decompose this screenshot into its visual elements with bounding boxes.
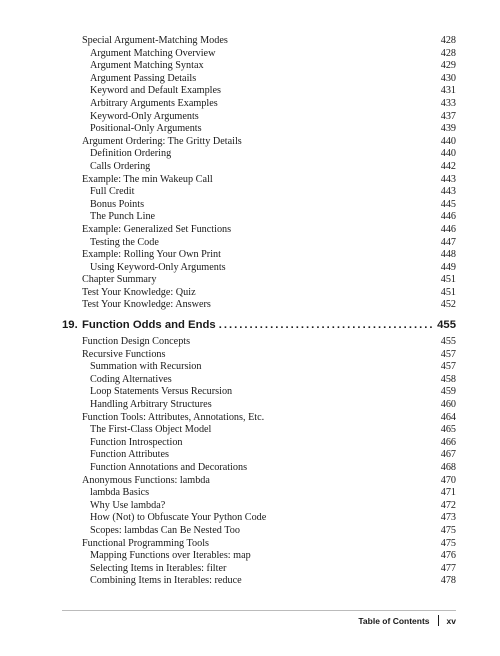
toc-entry-page: 457 — [440, 361, 456, 373]
toc-entry-label: Functional Programming Tools — [82, 537, 210, 549]
toc-entry-label: Definition Ordering — [90, 148, 172, 160]
toc-entry-page: 458 — [440, 373, 456, 385]
toc-entry[interactable] — [82, 374, 456, 387]
toc-entry-label: Argument Ordering: The Gritty Details — [82, 135, 242, 147]
toc-entry-label: Bonus Points — [90, 198, 145, 210]
toc-entry-label: Testing the Code — [90, 236, 159, 248]
chapter-number: 19. — [62, 319, 78, 331]
toc-entry[interactable] — [82, 336, 456, 349]
toc-entry-label: Keyword-Only Arguments — [90, 110, 199, 122]
toc-entry[interactable] — [82, 249, 456, 262]
toc-entry[interactable] — [82, 538, 456, 551]
toc-entry[interactable] — [82, 399, 456, 412]
toc-entry-label: Coding Alternatives — [90, 373, 172, 385]
toc-entry-label: Using Keyword-Only Arguments — [90, 261, 226, 273]
footer-separator — [438, 615, 439, 626]
toc-entry-page: 473 — [440, 512, 456, 524]
toc-entry[interactable] — [82, 349, 456, 362]
toc-entry-page: 464 — [440, 411, 456, 423]
toc-entry-label: Function Introspection — [90, 436, 183, 448]
toc-entry-page: 468 — [440, 461, 456, 473]
toc-entry-label: Why Use lambda? — [90, 499, 166, 511]
toc-entry-label: Full Credit — [90, 186, 135, 198]
toc-entry[interactable] — [82, 386, 456, 399]
toc-entry[interactable] — [82, 487, 456, 500]
toc-entry[interactable] — [82, 525, 456, 538]
chapter-heading[interactable] — [62, 319, 456, 331]
toc-list-top — [82, 35, 456, 312]
toc-entry-label: Example: Rolling Your Own Print — [82, 249, 221, 261]
toc-entry-label: lambda Basics — [90, 487, 150, 499]
toc-entry-label: The Punch Line — [90, 211, 156, 223]
toc-entry[interactable] — [82, 98, 456, 111]
toc-entry-page: 428 — [440, 35, 456, 46]
toc-entry-label: Function Tools: Attributes, Annotations, Etc. — [82, 411, 265, 423]
toc-entry[interactable] — [82, 136, 456, 149]
toc-entry-page: 429 — [440, 60, 456, 72]
toc-entry-label: Argument Passing Details — [90, 72, 197, 84]
toc-entry[interactable] — [82, 412, 456, 425]
toc-entry-label: Combining Items in Iterables: reduce — [90, 575, 242, 587]
toc-entry-page: 466 — [440, 436, 456, 448]
toc-entry-label: Keyword and Default Examples — [90, 85, 221, 97]
toc-entry[interactable] — [82, 575, 456, 588]
toc-entry-page: 433 — [440, 97, 456, 109]
toc-entry-label: Recursive Functions — [82, 348, 166, 360]
toc-entry-page: 467 — [440, 449, 456, 461]
toc-entry-page: 457 — [440, 348, 456, 360]
toc-entry-page: 459 — [440, 386, 456, 398]
toc-entry-label: Selecting Items in Iterables: filter — [90, 562, 227, 574]
toc-entry-page: 447 — [440, 236, 456, 248]
toc-entry-page: 451 — [440, 274, 456, 286]
toc-entry-page: 443 — [440, 186, 456, 198]
toc-entry-page: 449 — [440, 261, 456, 273]
toc-entry-label: Mapping Functions over Iterables: map — [90, 550, 251, 562]
toc-entry-page: 470 — [440, 474, 456, 486]
toc-entry[interactable] — [82, 60, 456, 73]
footer-section-label: Table of Contents — [358, 615, 430, 626]
toc-entry-page: 478 — [440, 575, 456, 587]
toc-entry-page: 430 — [440, 72, 456, 84]
toc-entry[interactable] — [82, 500, 456, 513]
toc-entry-page: 440 — [440, 148, 456, 160]
toc-entry-label: Positional-Only Arguments — [90, 123, 202, 135]
toc-entry-page: 446 — [440, 223, 456, 235]
toc-entry-page: 477 — [440, 562, 456, 574]
toc-entry-page: 442 — [440, 160, 456, 172]
toc-entry[interactable] — [82, 161, 456, 174]
toc-entry-label: Loop Statements Versus Recursion — [90, 386, 233, 398]
toc-entry-label: Function Design Concepts — [82, 336, 191, 347]
toc-list-bottom — [82, 336, 456, 588]
footer-page-numeral: xv — [446, 615, 456, 626]
toc-entry[interactable] — [82, 111, 456, 124]
toc-entry[interactable] — [82, 186, 456, 199]
toc-entry[interactable] — [82, 211, 456, 224]
toc-entry-page: 465 — [440, 424, 456, 436]
toc-entry[interactable] — [82, 148, 456, 161]
toc-entry-label: Argument Matching Overview — [90, 47, 216, 59]
toc-entry-label: Summation with Recursion — [90, 361, 202, 373]
toc-entry[interactable] — [82, 237, 456, 250]
page-footer — [358, 615, 456, 626]
chapter-title: Function Odds and Ends — [82, 319, 216, 331]
toc-entry-label: Calls Ordering — [90, 160, 151, 172]
toc-entry[interactable] — [82, 123, 456, 136]
toc-entry-page: 439 — [440, 123, 456, 135]
dot-leader — [219, 319, 434, 331]
toc-entry-page: 431 — [440, 85, 456, 97]
toc-entry[interactable] — [82, 274, 456, 287]
footer-divider — [62, 610, 456, 611]
toc-entry[interactable] — [82, 287, 456, 300]
toc-entry-page: 440 — [440, 135, 456, 147]
chapter-page: 455 — [437, 319, 456, 331]
toc-entry[interactable] — [82, 199, 456, 212]
toc-entry-page: 445 — [440, 198, 456, 210]
toc-entry-page: 472 — [440, 499, 456, 511]
toc-entry[interactable] — [82, 85, 456, 98]
toc-entry[interactable] — [82, 73, 456, 86]
toc-entry[interactable] — [82, 299, 456, 312]
toc-entry[interactable] — [82, 262, 456, 275]
toc-entry-page: 437 — [440, 110, 456, 122]
toc-entry-label: Test Your Knowledge: Quiz — [82, 286, 196, 298]
toc-entry-label: Example: Generalized Set Functions — [82, 223, 232, 235]
toc-entry-label: Test Your Knowledge: Answers — [82, 299, 211, 311]
toc-entry-label: Chapter Summary — [82, 274, 157, 286]
toc-entry[interactable] — [82, 512, 456, 525]
toc-entry-page: 452 — [440, 299, 456, 311]
toc-entry-page: 448 — [440, 249, 456, 261]
toc-entry-page: 476 — [440, 550, 456, 562]
toc-entry[interactable] — [82, 563, 456, 576]
toc-entry[interactable] — [82, 35, 456, 48]
toc-entry[interactable] — [82, 224, 456, 237]
toc-entry-label: Function Annotations and Decorations — [90, 461, 248, 473]
toc-entry-page: 460 — [440, 398, 456, 410]
toc-entry[interactable] — [82, 550, 456, 563]
toc-entry[interactable] — [82, 462, 456, 475]
toc-entry-label: The First-Class Object Model — [90, 424, 212, 436]
toc-entry-label: Example: The min Wakeup Call — [82, 173, 213, 185]
toc-entry-page: 428 — [440, 47, 456, 59]
toc-entry-label: Argument Matching Syntax — [90, 60, 204, 72]
toc-entry-label: Scopes: lambdas Can Be Nested Too — [90, 524, 240, 536]
toc-entry-label: Arbitrary Arguments Examples — [90, 97, 218, 109]
toc-entry[interactable] — [82, 475, 456, 488]
toc-entry-page: 475 — [440, 524, 456, 536]
toc-entry-label: Handling Arbitrary Structures — [90, 398, 212, 410]
toc-entry-page: 471 — [440, 487, 456, 499]
toc-entry[interactable] — [82, 48, 456, 61]
toc-entry-page: 451 — [440, 286, 456, 298]
toc-entry[interactable] — [82, 424, 456, 437]
toc-entry[interactable] — [82, 361, 456, 374]
toc-entry-page: 475 — [440, 537, 456, 549]
toc-entry-label: How (Not) to Obfuscate Your Python Code — [90, 512, 267, 524]
toc-entry-label: Function Attributes — [90, 449, 169, 461]
toc-entry-label: Special Argument-Matching Modes — [82, 35, 228, 46]
toc-entry-label: Anonymous Functions: lambda — [82, 474, 210, 486]
toc-entry[interactable] — [82, 449, 456, 462]
toc-entry-page: 455 — [440, 336, 456, 347]
toc-entry-page: 443 — [440, 173, 456, 185]
toc-entry-page: 446 — [440, 211, 456, 223]
toc-entry[interactable] — [82, 437, 456, 450]
toc-entry[interactable] — [82, 174, 456, 187]
